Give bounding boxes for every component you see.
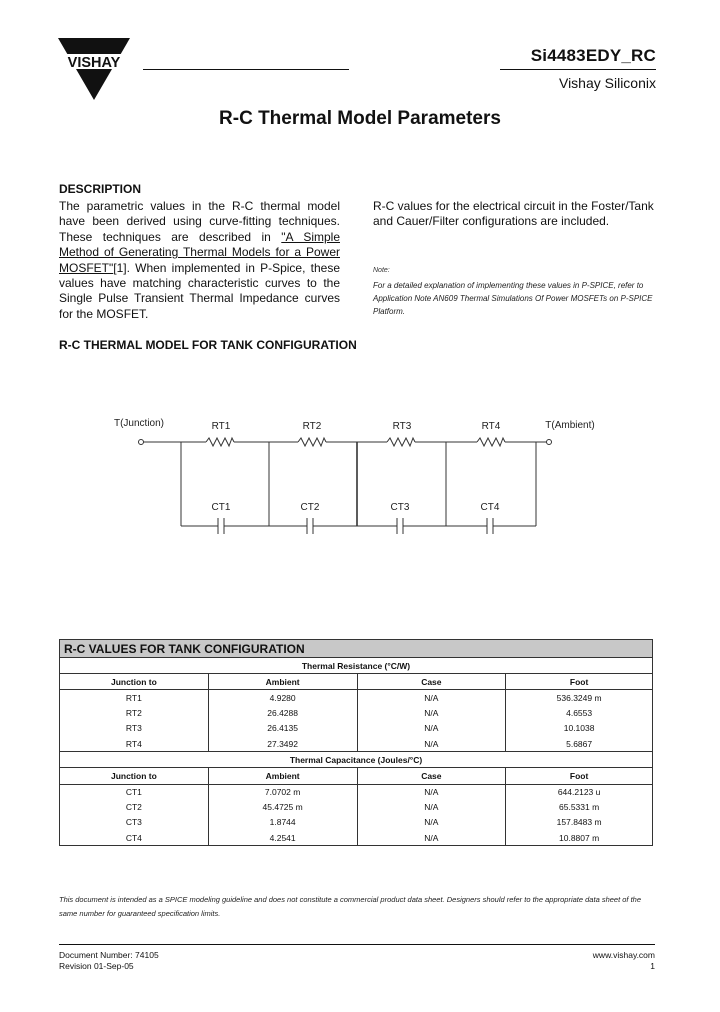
part-number: Si4483EDY_RC (530, 46, 656, 65)
col-ambient: Ambient (208, 674, 357, 690)
capacitance-column-header (60, 768, 653, 784)
ambient-label: T(Ambient) (545, 420, 595, 431)
tank-circuit-diagram (100, 405, 620, 545)
ct1-label: CT1 (211, 502, 231, 513)
website-link[interactable]: www.vishay.com (592, 950, 655, 960)
junction-terminal (139, 440, 144, 445)
reference-link[interactable]: "A Simple Method of Generating Thermal Models for a Power MOSFET" (59, 229, 340, 275)
table-cell: 4.6553 (506, 706, 653, 721)
table-cell: 4.2541 (208, 830, 357, 846)
table-cell: N/A (357, 784, 506, 800)
rt3-label: RT3 (392, 421, 412, 432)
col-foot: Foot (506, 674, 653, 690)
ct4-label: CT4 (480, 502, 500, 513)
rt4-label: RT4 (481, 421, 501, 432)
description-text-start: The parametric values in the R-C thermal model have been derived using curve-fitting techniques. These techniques are described in (59, 199, 340, 244)
table-cell: RT1 (60, 690, 209, 706)
capacitor-ct4 (487, 518, 493, 534)
capacitor-ct2 (307, 518, 313, 534)
table-cell: N/A (357, 736, 506, 752)
resistor-rt2 (298, 438, 326, 446)
table-cell: CT3 (60, 815, 209, 830)
page-number: 1 (650, 961, 655, 971)
resistance-column-header (60, 674, 653, 690)
col-junction: Junction to (60, 674, 209, 690)
table-cell: 5.6867 (506, 736, 653, 752)
col-case: Case (357, 674, 506, 690)
table-cell: N/A (357, 830, 506, 846)
table-row (60, 815, 653, 830)
logo-text: VISHAY (67, 55, 121, 71)
capacitor-ct3 (397, 518, 403, 534)
table-cell: 45.4725 m (208, 800, 357, 815)
table-row (60, 706, 653, 721)
disclaimer: This document is intended as a SPICE modeling guideline and does not constitute a commercial product data sheet. Designers should refer to the appropriate data sheet of the same number for guaranteed specification limits. (59, 895, 642, 918)
footer-left (59, 950, 159, 972)
resistor-rt4 (477, 438, 505, 446)
junction-label: T(Junction) (113, 418, 165, 429)
table-cell: 10.8807 m (506, 830, 653, 846)
footer-right (500, 950, 655, 972)
ct2-label: CT2 (300, 502, 320, 513)
table-cell: 536.3249 m (506, 690, 653, 706)
table-cell: N/A (357, 690, 506, 706)
table-cell: 27.3492 (208, 736, 357, 752)
description-heading: DESCRIPTION (59, 182, 142, 196)
table-row (60, 830, 653, 846)
table-title-row (60, 640, 653, 658)
page-title: R-C Thermal Model Parameters (219, 108, 501, 129)
table-cell: N/A (357, 721, 506, 736)
note-label: Note: (373, 267, 390, 274)
rc-values-table (59, 639, 653, 846)
rt1-label: RT1 (211, 421, 231, 432)
document-number: Document Number: 74105 (59, 950, 159, 960)
description-right-text: R-C values for the electrical circuit in the Foster/Tank and Cauer/Filter configurations are included. (373, 199, 654, 229)
footer-rule (59, 944, 655, 945)
header-line (143, 69, 349, 70)
table-cell: 65.5331 m (506, 800, 653, 815)
rt2-label: RT2 (302, 421, 322, 432)
table-row (60, 736, 653, 752)
table-cell: RT2 (60, 706, 209, 721)
col-ambient: Ambient (208, 768, 357, 784)
table-cell: RT3 (60, 721, 209, 736)
resistance-heading-row (60, 658, 653, 674)
table-cell: RT4 (60, 736, 209, 752)
note-text: For a detailed explanation of implementing these values in P-SPICE, refer to Application Note AN609 Thermal Simulations Of Power MOSFETs on P-SPICE Platform. (373, 281, 653, 316)
table-cell: 10.1038 (506, 721, 653, 736)
table-cell: 644.2123 u (506, 784, 653, 800)
capacitor-ct1 (218, 518, 224, 534)
table-title: R-C VALUES FOR TANK CONFIGURATION (60, 640, 653, 658)
col-junction: Junction to (60, 768, 209, 784)
table-row (60, 690, 653, 706)
table-cell: 26.4288 (208, 706, 357, 721)
table-cell: 4.9280 (208, 690, 357, 706)
vendor-name: Vishay Siliconix (558, 75, 656, 91)
col-case: Case (357, 768, 506, 784)
table-cell: 7.0702 m (208, 784, 357, 800)
table-cell: CT4 (60, 830, 209, 846)
ct3-label: CT3 (390, 502, 410, 513)
col-foot: Foot (506, 768, 653, 784)
table-cell: CT1 (60, 784, 209, 800)
resistor-rt3 (387, 438, 415, 446)
table-cell: N/A (357, 815, 506, 830)
revision: Revision 01-Sep-05 (59, 961, 134, 971)
circuit-heading: R-C THERMAL MODEL FOR TANK CONFIGURATION (59, 338, 357, 352)
table-row (60, 721, 653, 736)
table-cell: N/A (357, 706, 506, 721)
description-text (59, 199, 340, 322)
resistor-rt1 (206, 438, 234, 446)
header-rule (500, 69, 656, 70)
ambient-terminal (547, 440, 552, 445)
table-cell: 1.8744 (208, 815, 357, 830)
table-cell: N/A (357, 800, 506, 815)
description-text-end: [1]. When implemented in P-Spice, these values have matching characteristic curves to the Single Pulse Transient Thermal Impedance curves for the MOSFET. (59, 260, 340, 321)
table-row (60, 784, 653, 800)
table-cell: CT2 (60, 800, 209, 815)
capacitance-heading-row (60, 752, 653, 768)
vishay-logo (58, 38, 130, 100)
capacitance-heading: Thermal Capacitance (Joules/°C) (60, 752, 653, 768)
resistance-heading: Thermal Resistance (°C/W) (60, 658, 653, 674)
table-cell: 26.4135 (208, 721, 357, 736)
table-row (60, 800, 653, 815)
table-cell: 157.8483 m (506, 815, 653, 830)
